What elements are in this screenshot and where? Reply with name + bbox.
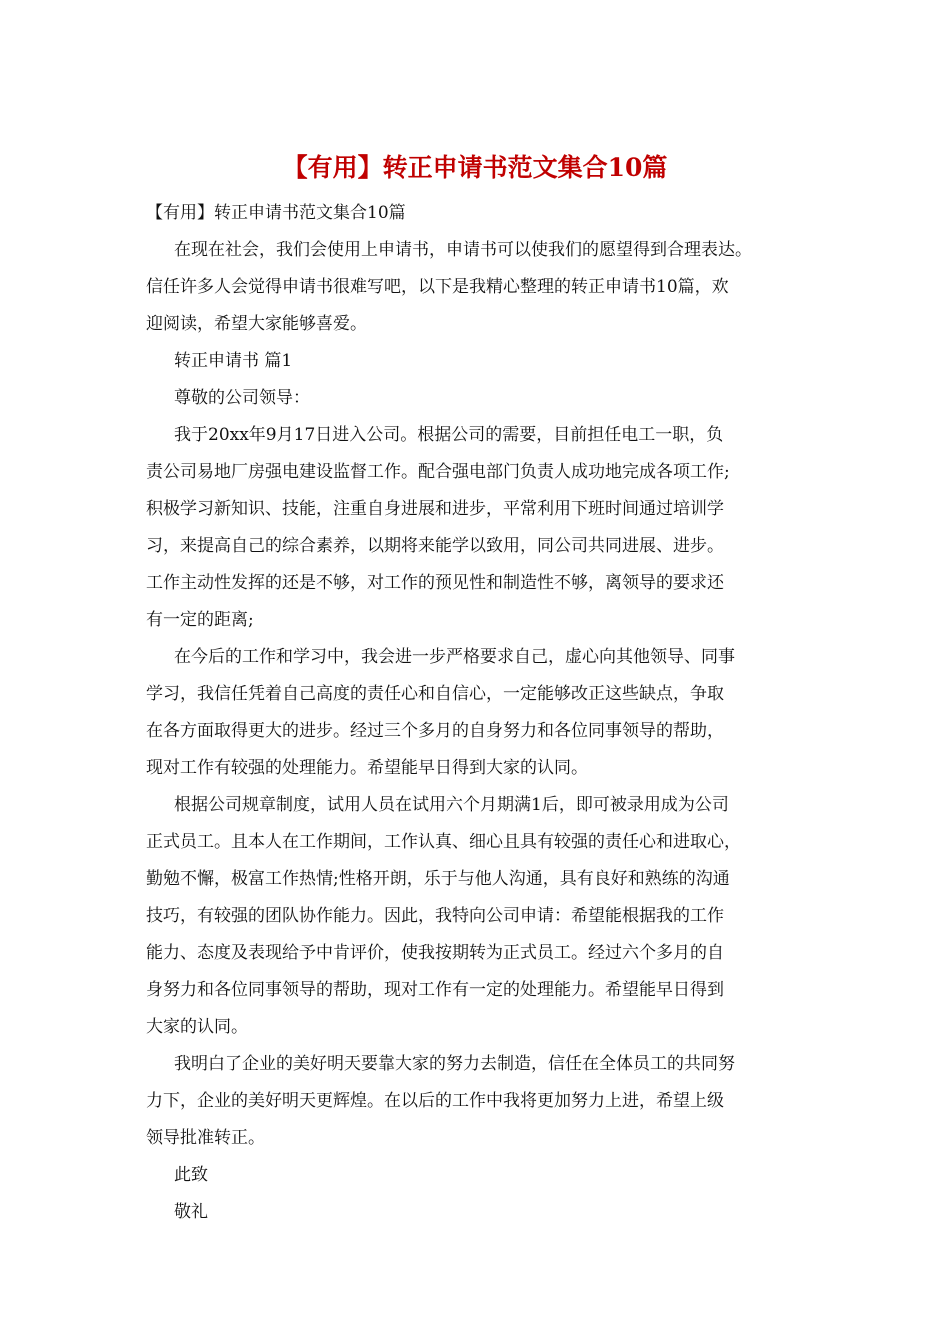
paragraph-line: 根据公司规章制度，试用人员在试用六个月期满1后，即可被录用成为公司 <box>174 795 729 815</box>
intro-line: 信任许多人会觉得申请书很难写吧，以下是我精心整理的转正申请书10篇，欢 <box>146 277 729 297</box>
paragraph-line: 积极学习新知识、技能，注重自身进展和进步，平常利用下班时间通过培训学 <box>146 499 724 519</box>
intro-line: 在现在社会，我们会使用上申请书，申请书可以使我们的愿望得到合理表达。 <box>174 240 752 260</box>
paragraph-line: 学习，我信任凭着自己高度的责任心和自信心，一定能够改正这些缺点，争取 <box>146 684 724 704</box>
paragraph-line: 力下，企业的美好明天更辉煌。在以后的工作中我将更加努力上进，希望上级 <box>146 1091 724 1111</box>
salutation: 尊敬的公司领导： <box>174 388 310 408</box>
paragraph-line: 正式员工。且本人在工作期间，工作认真、细心且具有较强的责任心和进取心， <box>146 832 741 852</box>
paragraph-line: 习，来提高自己的综合素养，以期将来能学以致用，同公司共同进展、进步。 <box>146 536 724 556</box>
paragraph-line: 我于20xx年9月17日进入公司。根据公司的需要，目前担任电工一职，负 <box>174 425 724 445</box>
paragraph-line: 有一定的距离; <box>146 610 254 630</box>
closing-line: 此致 <box>174 1165 208 1185</box>
section-heading: 转正申请书 篇1 <box>174 351 293 371</box>
paragraph-line: 领导批准转正。 <box>146 1128 265 1148</box>
subtitle-line: 【有用】转正申请书范文集合10篇 <box>146 203 406 223</box>
paragraph-line: 身努力和各位同事领导的帮助，现对工作有一定的处理能力。希望能早日得到 <box>146 980 724 1000</box>
paragraph-line: 技巧，有较强的团队协作能力。因此，我特向公司申请：希望能根据我的工作 <box>146 906 724 926</box>
paragraph-line: 现对工作有较强的处理能力。希望能早日得到大家的认同。 <box>146 758 588 778</box>
document-title: 【有用】转正申请书范文集合10篇 <box>282 153 668 182</box>
paragraph-line: 大家的认同。 <box>146 1017 248 1037</box>
intro-line: 迎阅读，希望大家能够喜爱。 <box>146 314 367 334</box>
paragraph-line: 我明白了企业的美好明天要靠大家的努力去制造，信任在全体员工的共同努 <box>174 1054 735 1074</box>
closing-line: 敬礼 <box>174 1202 208 1222</box>
paragraph-line: 责公司易地厂房强电建设监督工作。配合强电部门负责人成功地完成各项工作; <box>146 462 730 482</box>
document-body <box>146 195 806 1231</box>
paragraph-line: 勤勉不懈，极富工作热情;性格开朗，乐于与他人沟通，具有良好和熟练的沟通 <box>146 869 730 889</box>
paragraph-line: 在各方面取得更大的进步。经过三个多月的自身努力和各位同事领导的帮助， <box>146 721 724 741</box>
paragraph-line: 能力、态度及表现给予中肯评价，使我按期转为正式员工。经过六个多月的自 <box>146 943 724 963</box>
paragraph-line: 在今后的工作和学习中，我会进一步严格要求自己，虚心向其他领导、同事 <box>174 647 735 667</box>
paragraph-line: 工作主动性发挥的还是不够，对工作的预见性和制造性不够，离领导的要求还 <box>146 573 724 593</box>
